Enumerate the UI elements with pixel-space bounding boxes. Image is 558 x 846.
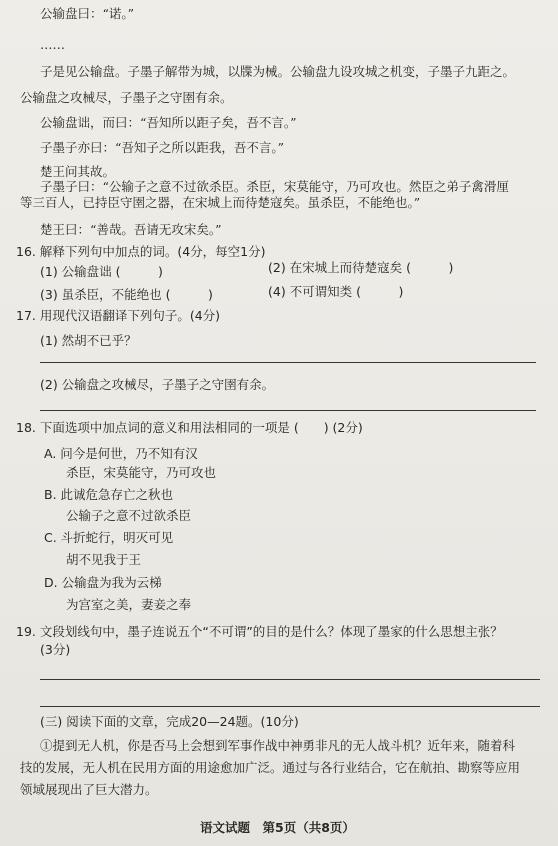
passage-line: 子墨子亦曰：“吾知子之所以距我，吾不言。” <box>40 140 285 155</box>
q17-item-2: (2) 公输盘之攻械尽，子墨子之守圉有余。 <box>40 377 275 392</box>
q18-option-a: A. 问今是何世，乃不知有汉 <box>44 446 198 461</box>
q16-item-3: (3) 虽杀臣，不能绝也 ( ) <box>40 287 213 302</box>
answer-line[interactable] <box>40 362 536 363</box>
passage-line: 公输盘诎，而曰：“吾知所以距子矣，吾不言。” <box>40 115 297 130</box>
q18-option-d: D. 公输盘为我为云梯 <box>44 575 162 590</box>
page-footer: 语文试题 第5页（共8页） <box>200 820 355 835</box>
answer-line[interactable] <box>40 706 540 707</box>
q18-option-c-line2: 胡不见我于王 <box>66 552 142 567</box>
passage-line: 等三百人，已持臣守圉之器，在宋城上而待楚寇矣。虽杀臣，不能绝也。” <box>20 195 421 210</box>
q16-item-1: (1) 公输盘诎 ( ) <box>40 264 163 279</box>
passage-line: 公输盘曰：“诺。” <box>40 6 135 21</box>
article-paragraph: ①提到无人机，你是否马上会想到军事作战中神勇非凡的无人战斗机？近年来，随着科 <box>40 738 516 753</box>
passage-line: 子是见公输盘。子墨子解带为城，以牒为械。公输盘九设攻城之机变，子墨子九距之。 <box>40 64 516 79</box>
question-19-stem: 19. 文段划线句中，墨子连说五个“不可谓”的目的是什么？体现了墨家的什么思想主张？ <box>16 624 503 639</box>
answer-line[interactable] <box>40 679 540 680</box>
answer-line[interactable] <box>40 410 536 411</box>
passage-line: 子墨子曰：“公输子之意不过欲杀臣。杀臣，宋莫能守，乃可攻也。然臣之弟子禽滑厘 <box>40 179 509 194</box>
question-16-stem: 16. 解释下列句中加点的词。(4分，每空1分) <box>16 244 266 259</box>
passage-line: 楚王问其故。 <box>40 164 116 179</box>
article-paragraph: 领域展现出了巨大潜力。 <box>20 782 158 797</box>
q16-item-2: (2) 在宋城上而待楚寇矣 ( ) <box>268 260 454 275</box>
q18-option-c: C. 斗折蛇行，明灭可见 <box>44 530 174 545</box>
q17-item-1: (1) 然胡不已乎？ <box>40 333 137 348</box>
article-paragraph: 技的发展，无人机在民用方面的用途愈加广泛。通过与各行业结合，它在航拍、勘察等应用 <box>20 760 521 775</box>
section-3-heading: (三) 阅读下面的文章，完成20—24题。(10分) <box>40 714 299 729</box>
q18-option-b: B. 此诚危急存亡之秋也 <box>44 487 174 502</box>
question-17-stem: 17. 用现代汉语翻译下列句子。(4分) <box>16 308 221 323</box>
q18-option-d-line2: 为宫室之美，妻妾之奉 <box>66 597 192 612</box>
q16-item-4: (4) 不可谓知类 ( ) <box>268 284 404 299</box>
question-19-score: (3分) <box>40 642 71 657</box>
passage-line: 楚王曰：“善哉。吾请无攻宋矣。” <box>40 222 222 237</box>
question-18-stem: 18. 下面选项中加点词的意义和用法相同的一项是 ( ) (2分) <box>16 420 363 435</box>
passage-line: 公输盘之攻械尽，子墨子之守圉有余。 <box>20 90 233 105</box>
q18-option-a-line2: 杀臣，宋莫能守，乃可攻也 <box>66 465 217 480</box>
q18-option-b-line2: 公输子之意不过欲杀臣 <box>66 508 192 523</box>
passage-ellipsis: …… <box>40 37 65 52</box>
